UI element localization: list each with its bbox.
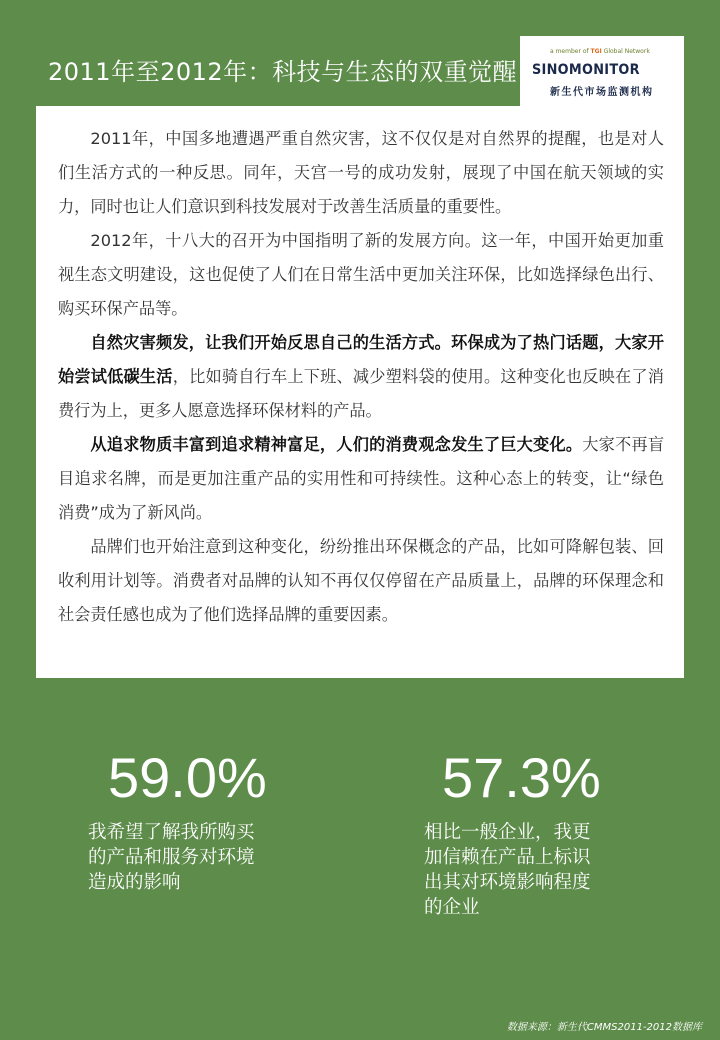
paragraph-3 — [58, 326, 664, 428]
stat-2-description: 相比一般企业，我更 加信赖在产品上标识 出其对环境影响程度 的企业 — [424, 822, 591, 918]
stat-1-value: 59.0% — [108, 746, 267, 809]
stat-1-description: 我希望了解我所购买 的产品和服务对环境 造成的影响 — [88, 822, 255, 893]
logo-name: SINOMONITOR — [532, 62, 640, 78]
paragraph-4-rest: 大家不再盲目追求名牌，而是更加注重产品的实用性和可持续性。这种心态上的转变，让“绿色消费”成为了新风尚。 — [58, 435, 665, 522]
logo — [520, 36, 684, 106]
stat-2 — [424, 748, 601, 920]
paragraph-3-rest: ，比如骑自行车上下班、减少塑料袋的使用。这种变化也反映在了消费行为上，更多人愿意选择环保材料的产品。 — [58, 367, 664, 420]
paragraph-4-bold: 从追求物质丰富到追求精神富足，人们的消费观念发生了巨大变化。 — [90, 435, 583, 454]
paragraph-1: 2011年，中国多地遭遇严重自然灾害，这不仅仅是对自然界的提醒，也是对人们生活方式的一种反思。同年，天宫一号的成功发射，展现了中国在航天领域的实力，同时也让人们意识到科技发展对于改善生活质量的重要性。 — [58, 129, 664, 216]
content-panel — [36, 106, 684, 678]
logo-member-text: a member of TGI Global Network — [550, 48, 650, 55]
paragraph-3-bold: 自然灾害频发，让我们开始反思自己的生活方式。环保成为了热门话题，大家开始尝试低碳生活 — [58, 333, 664, 386]
paragraph-5: 品牌们也开始注意到这种变化，纷纷推出环保概念的产品，比如可降解包装、回收利用计划等。消费者对品牌的认知不再仅仅停留在产品质量上，品牌的环保理念和社会责任感也成为了他们选择品牌的重要因素。 — [58, 537, 664, 624]
page-title: 2011年至2012年：科技与生态的双重觉醒 — [48, 58, 518, 86]
paragraphs — [58, 122, 664, 632]
logo-subtitle: 新生代市场监测机构 — [550, 87, 654, 98]
paragraph-4 — [58, 428, 664, 530]
data-source: 数据来源：新生代CMMS2011-2012数据库 — [506, 1022, 702, 1033]
stat-2-value: 57.3% — [442, 746, 601, 809]
stat-1 — [88, 748, 267, 895]
paragraph-2: 2012年，十八大的召开为中国指明了新的发展方向。这一年，中国开始更加重视生态文明建设，这也促使了人们在日常生活中更加关注环保，比如选择绿色出行、购买环保产品等。 — [58, 231, 664, 318]
